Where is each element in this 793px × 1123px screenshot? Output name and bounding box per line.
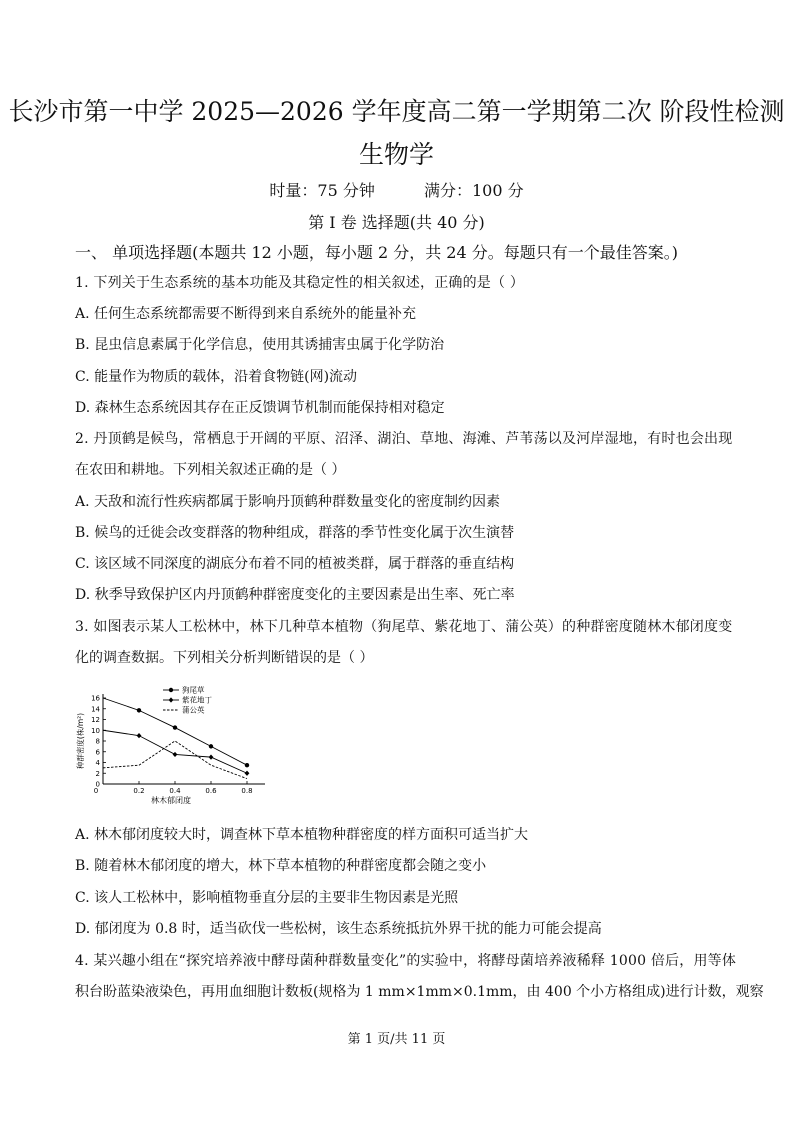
exam-meta <box>0 178 793 201</box>
y-tick-label: 12 <box>91 716 100 724</box>
point-marker <box>137 733 142 738</box>
series-line-2 <box>103 741 247 779</box>
q2-option-c: C. 该区域不同深度的湖底分布着不同的植被类群，属于群落的垂直结构 <box>75 556 515 572</box>
q1-option-b: B. 昆虫信息素属于化学信息，使用其诱捕害虫属于化学防治 <box>75 337 445 353</box>
point-marker <box>209 755 214 760</box>
legend-marker <box>169 697 174 702</box>
point-marker <box>245 763 249 767</box>
y-axis-label: 种群密度(株/m²) <box>76 712 85 770</box>
x-tick-label: 0 <box>93 787 99 795</box>
q4-stem-line1: 4. 某兴趣小组在“探究培养液中酵母菌种群数量变化”的实验中，将酵母菌培养液稀释 1000 倍后，用等体 <box>75 953 737 969</box>
q2-stem-line1: 2. 丹顶鹤是候鸟，常栖息于开阔的平原、沼泽、湖泊、草地、海滩、芦苇荡以及河岸湿地，有时也会出现 <box>75 431 733 447</box>
y-tick-label: 16 <box>91 694 100 703</box>
y-tick-label: 14 <box>91 705 100 714</box>
point-marker <box>173 725 177 729</box>
q3-option-c: C. 该人工松林中，影响植物垂直分层的主要非生物因素是光照 <box>75 890 459 906</box>
subject-title: 生物学 <box>358 140 434 169</box>
q1-option-d: D. 森林生态系统因其存在正反馈调节机制而能保持相对稳定 <box>75 400 445 416</box>
q3-option-a: A. 林木郁闭度较大时，调查林下草本植物种群密度的样方面积可适当扩大 <box>75 827 529 843</box>
q3-option-d: D. 郁闭度为 0.8 时，适当砍伐一些松树，该生态系统抵抗外界干扰的能力可能会提高 <box>75 921 602 937</box>
q2-option-b: B. 候鸟的迁徙会改变群落的物种组成，群落的季节性变化属于次生演替 <box>75 525 515 541</box>
q1-option-c: C. 能量作为物质的载体，沿着食物链(网)流动 <box>75 369 358 385</box>
y-tick-label: 0 <box>95 780 100 789</box>
section-heading: 一、 单项选择题(本题共 12 小题，每小题 2 分，共 24 分。每题只有一个最佳答案。) <box>75 243 678 262</box>
y-tick-label: 10 <box>91 726 100 735</box>
legend-label: 蒲公英 <box>182 705 205 715</box>
x-tick-label: 0.8 <box>241 787 253 795</box>
point-marker <box>209 744 213 748</box>
part-heading: 第 I 卷 选择题(共 40 分) <box>308 213 485 232</box>
y-tick-label: 8 <box>95 737 100 746</box>
q3-option-b: B. 随着林木郁闭度的增大，林下草本植物的种群密度都会随之变小 <box>75 858 487 874</box>
q2-option-a: A. 天敌和流行性疾病都属于影响丹顶鹤种群数量变化的密度制约因素 <box>75 494 501 510</box>
legend-label: 狗尾草 <box>182 685 205 695</box>
point-marker <box>137 708 141 712</box>
page-footer: 第 1 页/共 11 页 <box>347 1032 446 1047</box>
q3-stem-line1: 3. 如图表示某人工松林中，林下几种草本植物（狗尾草、紫花地丁、蒲公英）的种群密度随林木郁闭度变 <box>75 619 733 635</box>
point-marker <box>173 752 178 757</box>
q1-stem: 1. 下列关于生态系统的基本功能及其稳定性的相关叙述，正确的是（ ） <box>75 275 525 291</box>
legend-label: 紫花地丁 <box>182 695 212 705</box>
y-tick-label: 2 <box>95 769 100 778</box>
legend-marker <box>169 688 173 692</box>
x-tick-label: 0.4 <box>169 787 181 795</box>
exam-title: 长沙市第一中学 2025—2026 学年度高二第一学期第二次 阶段性检测 <box>8 97 785 126</box>
y-tick-label: 4 <box>95 759 100 767</box>
time-limit: 时量：75 分钟 <box>269 181 375 200</box>
population-density-chart <box>75 680 275 810</box>
x-axis-label: 林木郁闭度 <box>151 796 192 805</box>
q4-stem-line2: 积台盼蓝染液染色，再用血细胞计数板(规格为 1 mm×1mm×0.1mm，由 400 个小方格组成)进行计数，观察 <box>75 984 764 1000</box>
q1-option-a: A. 任何生态系统都需要不断得到来自系统外的能量补充 <box>75 306 417 322</box>
point-marker <box>245 771 250 776</box>
q2-stem-line2: 在农田和耕地。下列相关叙述正确的是（ ） <box>75 462 346 478</box>
y-tick-label: 6 <box>95 748 100 757</box>
q3-stem-line2: 化的调查数据。下列相关分析判断错误的是（ ） <box>75 650 374 666</box>
series-line-1 <box>103 730 247 773</box>
full-score: 满分：100 分 <box>423 181 524 200</box>
q2-option-d: D. 秋季导致保护区内丹顶鹤种群密度变化的主要因素是出生率、死亡率 <box>75 587 515 603</box>
x-tick-label: 0.6 <box>205 787 217 795</box>
x-tick-label: 0.2 <box>133 787 145 795</box>
